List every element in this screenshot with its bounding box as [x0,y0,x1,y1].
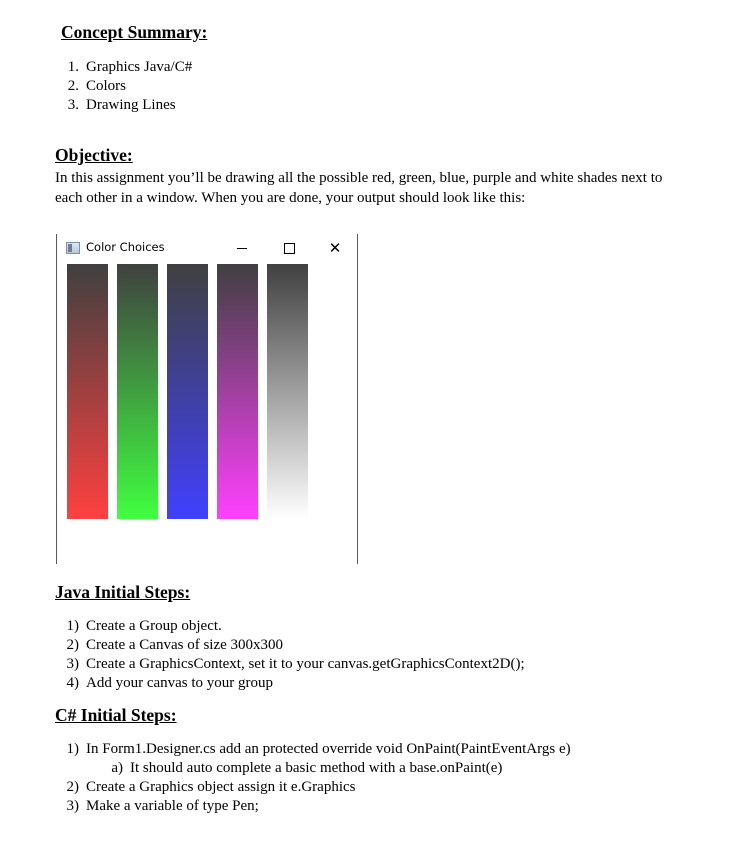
list-item [55,636,525,655]
color-choices-window [56,234,358,564]
objective-text-line-2: each other in a window. When you are done, your output should look like this: [55,190,526,206]
color-bar-green [117,264,158,519]
list-text: Create a Canvas of size 300x300 [86,637,284,653]
list-item [55,96,192,115]
color-bar-red [67,264,108,519]
list-item [55,740,571,759]
list-number: 3) [66,656,79,672]
csharp-steps-list [55,740,571,816]
java-steps-list [55,617,525,693]
list-number: 3) [66,798,79,814]
list-item [55,77,192,96]
list-text: It should auto complete a basic method with a base.onPaint(e) [130,760,503,776]
color-bar-blue [167,264,208,519]
color-bar-white [267,264,308,519]
list-item [55,617,525,636]
list-number: a) [111,760,123,776]
list-number: 1) [66,618,79,634]
app-window-icon [66,242,80,254]
list-sub-item [55,759,571,778]
list-text: Graphics Java/C# [86,59,193,75]
list-text: Colors [86,78,127,94]
list-text: Create a GraphicsContext, set it to your canvas.getGraphicsContext2D(); [86,656,525,672]
list-number: 1. [67,59,79,75]
minimize-icon[interactable] [233,239,251,257]
color-bar-purple [217,264,258,519]
list-item [55,655,525,674]
concept-list [55,58,192,115]
list-item [55,797,571,816]
objective-text-line-1: In this assignment you’ll be drawing all the possible red, green, blue, purple and white shades next to [55,170,663,186]
window-title: Color Choices [86,240,165,254]
list-number: 2) [66,637,79,653]
concept-summary-heading: Concept Summary: [61,22,208,42]
list-text: Make a variable of type Pen; [86,798,259,814]
window-border-left [56,234,57,564]
list-number: 3. [67,97,79,113]
list-item [55,674,525,693]
list-number: 1) [66,741,79,757]
list-text: In Form1.Designer.cs add an protected override void OnPaint(PaintEventArgs e) [86,741,571,757]
list-text: Drawing Lines [86,97,176,113]
list-number: 4) [66,675,79,691]
java-steps-heading: Java Initial Steps: [55,582,191,602]
maximize-icon[interactable] [280,239,298,257]
objective-heading: Objective: [55,145,133,165]
list-text: Create a Graphics object assign it e.Graphics [86,779,356,795]
window-border-right [357,234,358,564]
close-icon[interactable]: ✕ [328,239,342,257]
list-item [55,778,571,797]
list-number: 2) [66,779,79,795]
csharp-steps-heading: C# Initial Steps: [55,705,177,725]
list-text: Add your canvas to your group [86,675,274,691]
list-item [55,58,192,77]
list-number: 2. [67,78,79,94]
window-titlebar[interactable] [57,234,357,262]
list-text: Create a Group object. [86,618,222,634]
